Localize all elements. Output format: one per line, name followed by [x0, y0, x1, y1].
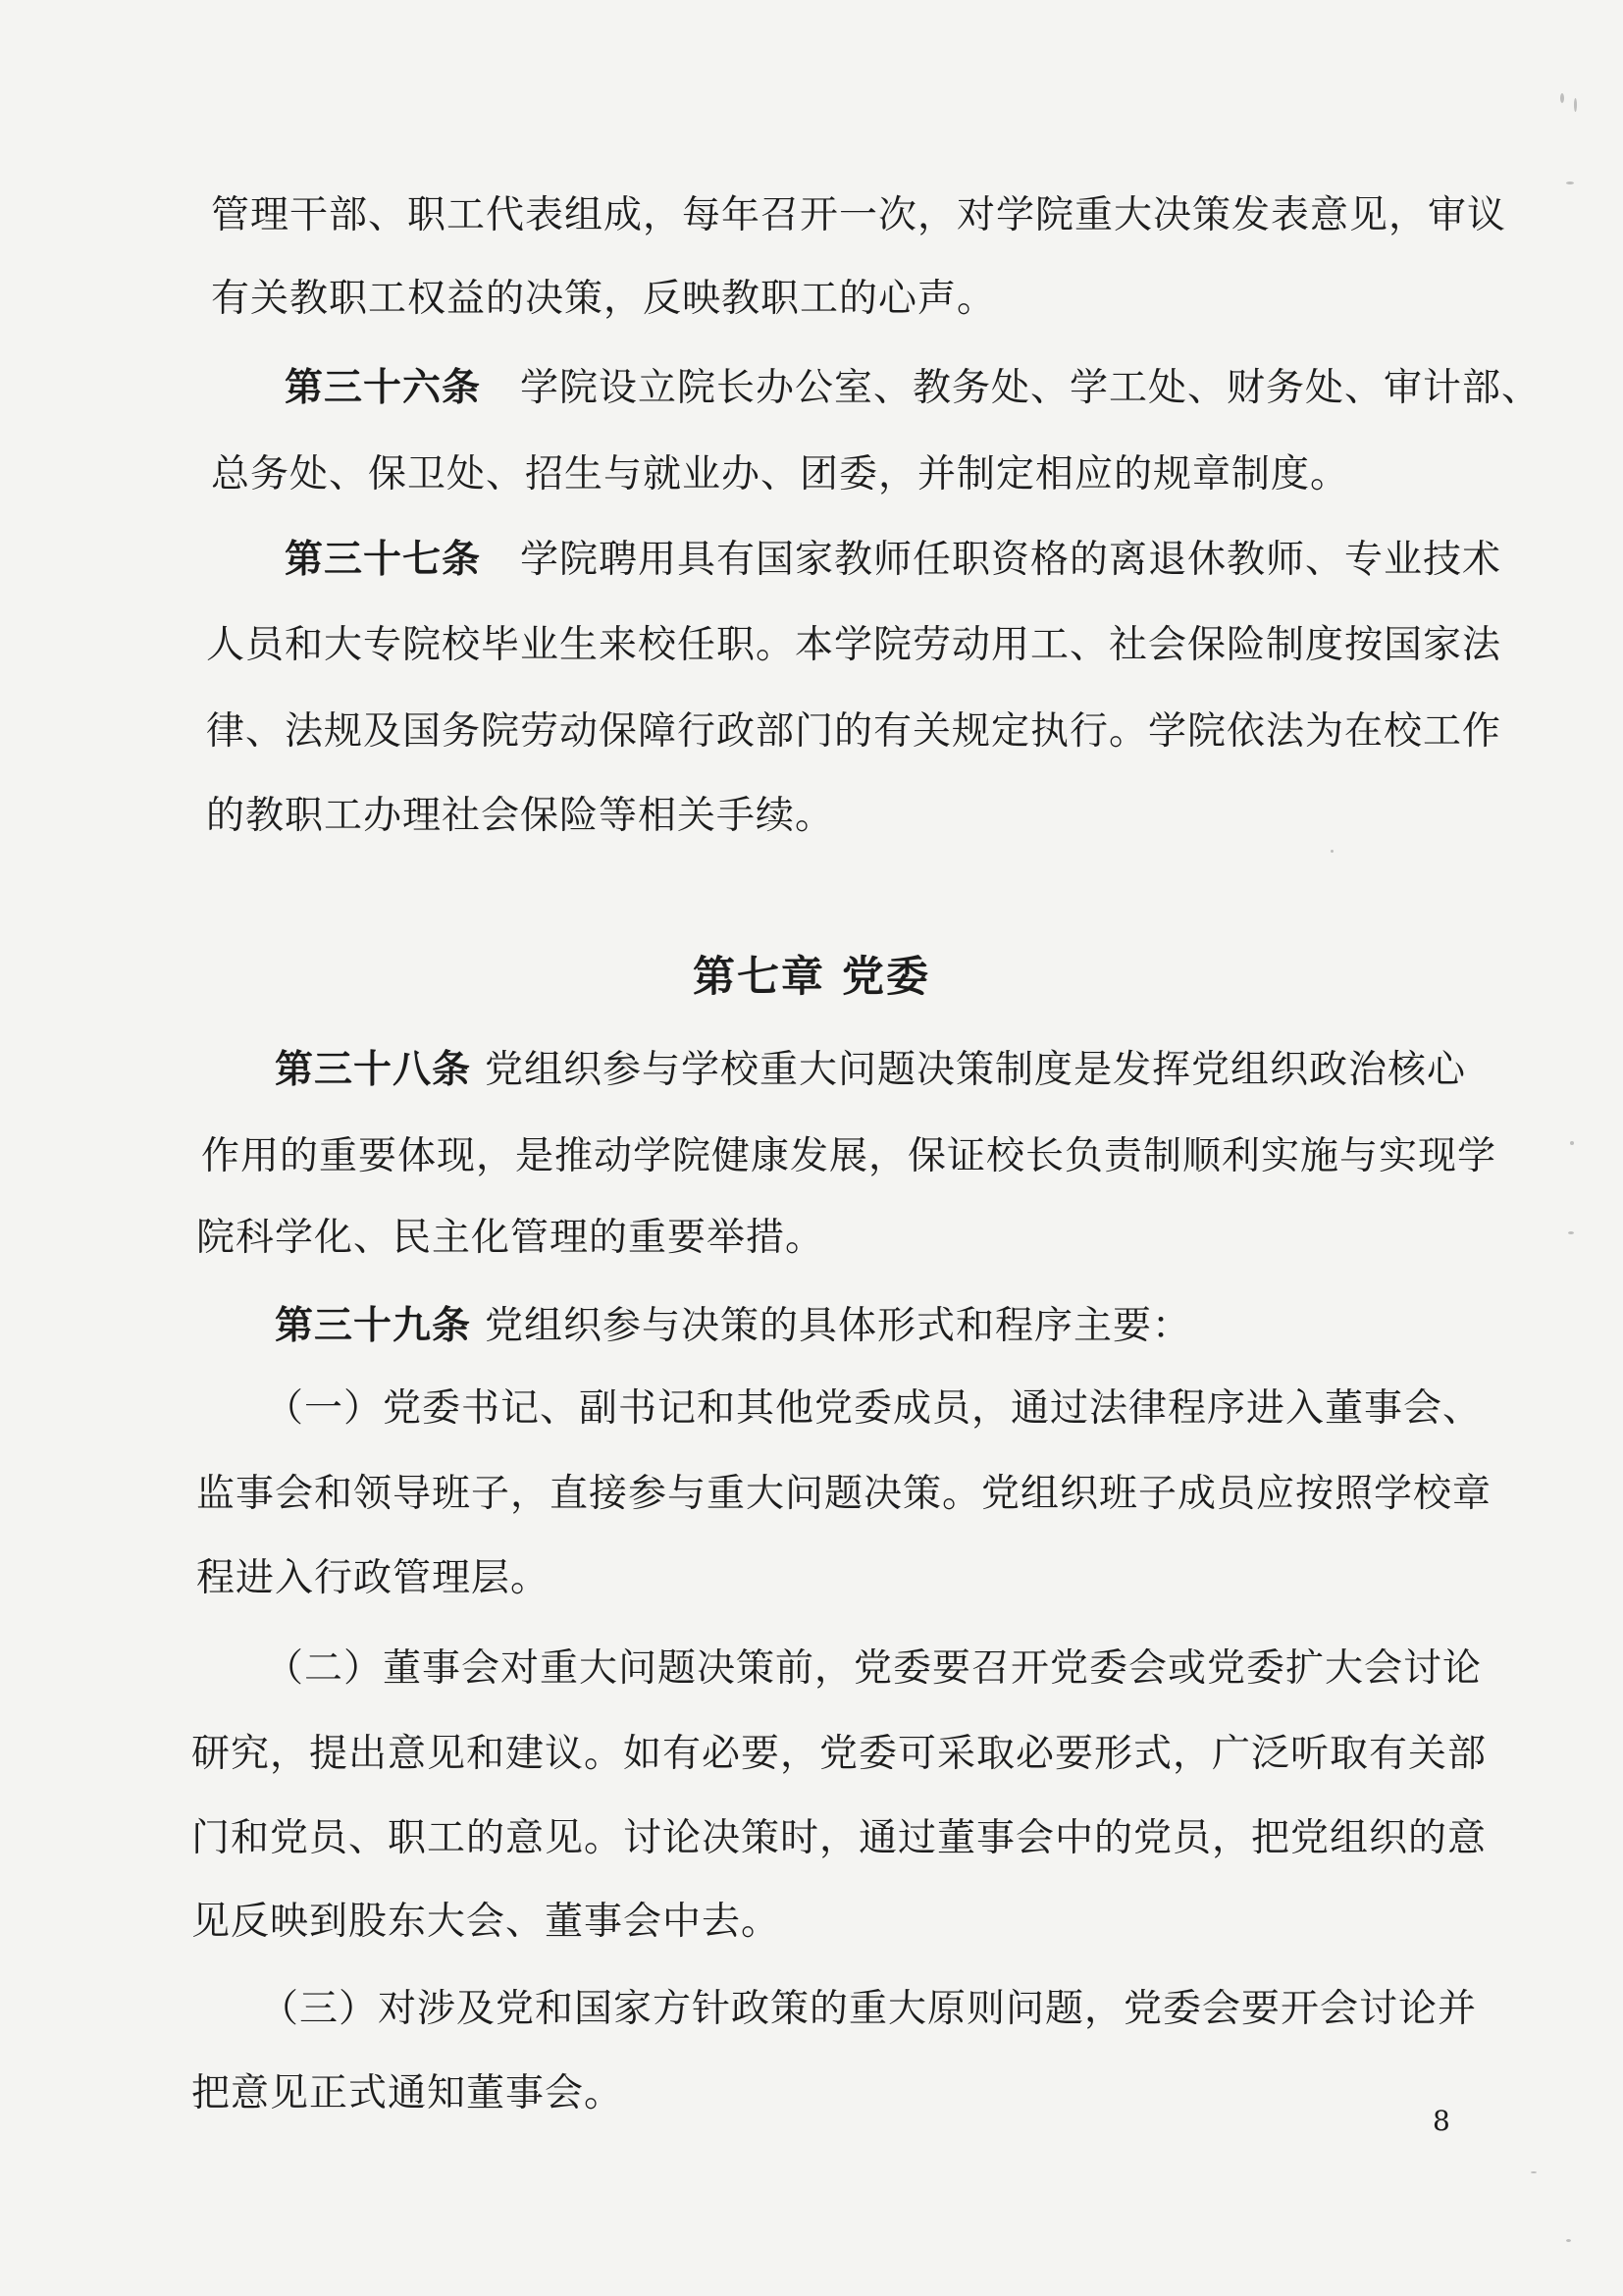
- paragraph-text: 学院聘用具有国家教师任职资格的离退休教师、专业技术: [520, 538, 1502, 582]
- paragraph-text: 监事会和领导班子，直接参与重大问题决策。党组织班子成员应按照学校章: [196, 1472, 1492, 1516]
- paragraph-text: 程进入行政管理层。: [196, 1556, 550, 1600]
- paragraph-text: 人员和大专院校毕业生来校任职。本学院劳动用工、社会保险制度按国家法: [206, 623, 1502, 667]
- paragraph-text: 管理干部、职工代表组成，每年召开一次，对学院重大决策发表意见，审议: [211, 193, 1507, 237]
- article-number: 第三十八条: [275, 1047, 472, 1092]
- paragraph-text: 党组织参与决策的具体形式和程序主要：: [485, 1304, 1192, 1348]
- scan-speck: [1568, 1231, 1574, 1234]
- paragraph-text: （一）党委书记、副书记和其他党委成员，通过法律程序进入董事会、: [265, 1386, 1483, 1431]
- text-line: [275, 1045, 1466, 1095]
- paragraph-text: （三）对涉及党和国家方针政策的重大原则问题，党委会要开会讨论并: [260, 1987, 1478, 2031]
- text-line: [201, 1131, 1496, 1181]
- scan-speck: [1531, 2171, 1537, 2173]
- text-line: [265, 1383, 1482, 1434]
- text-line: [211, 274, 996, 324]
- paragraph-text: 学院设立院长办公室、教务处、学工处、财务处、审计部、: [520, 366, 1542, 410]
- scan-speck: [1560, 93, 1564, 103]
- text-line: [191, 1813, 1487, 1863]
- text-line: [260, 1984, 1477, 2034]
- text-line: [196, 1213, 824, 1263]
- text-line: [191, 2068, 623, 2118]
- paragraph-text: 见反映到股东大会、董事会中去。: [191, 1900, 781, 1944]
- chapter-title: 第七章 党委: [693, 953, 930, 1002]
- text-line: [206, 620, 1501, 670]
- text-line: [196, 1469, 1492, 1519]
- text-line: [206, 791, 834, 841]
- scan-speck: [1570, 1141, 1574, 1145]
- paragraph-text: 把意见正式通知董事会。: [191, 2071, 624, 2115]
- paragraph-text: 门和党员、职工的意见。讨论决策时，通过董事会中的党员，把党组织的意: [191, 1816, 1488, 1860]
- page-number: 8: [1433, 2105, 1450, 2137]
- scan-speck: [1566, 2239, 1571, 2242]
- article-number: 第三十九条: [275, 1303, 472, 1348]
- text-line: [196, 1553, 550, 1603]
- paragraph-text: 研究，提出意见和建议。如有必要，党委可采取必要形式，广泛听取有关部: [191, 1732, 1488, 1776]
- text-line: [265, 1644, 1482, 1694]
- text-line: [285, 363, 1541, 413]
- scan-speck: [1331, 850, 1334, 853]
- paragraph-text: 有关教职工权益的决策，反映教职工的心声。: [211, 277, 997, 321]
- article-number: 第三十六条: [285, 365, 482, 410]
- article-number: 第三十七条: [285, 537, 482, 582]
- text-line: [275, 1301, 1191, 1351]
- paragraph-text: 总务处、保卫处、招生与就业办、团委，并制定相应的规章制度。: [211, 452, 1350, 496]
- text-line: [285, 535, 1501, 585]
- scan-speck: [1574, 98, 1577, 112]
- paragraph-text: 作用的重要体现，是推动学院健康发展，保证校长负责制顺利实施与实现学: [201, 1134, 1497, 1178]
- text-line: [211, 190, 1506, 240]
- paragraph-text: 律、法规及国务院劳动保障行政部门的有关规定执行。学院依法为在校工作: [206, 709, 1502, 754]
- text-line: [206, 706, 1501, 757]
- paragraph-text: 的教职工办理社会保险等相关手续。: [206, 794, 835, 838]
- paragraph-text: （二）董事会对重大问题决策前，党委要召开党委会或党委扩大会讨论: [265, 1646, 1483, 1691]
- text-line: [191, 1729, 1487, 1779]
- paragraph-text: 院科学化、民主化管理的重要举措。: [196, 1216, 825, 1260]
- paragraph-text: 党组织参与学校重大问题决策制度是发挥党组织政治核心: [485, 1048, 1467, 1092]
- text-line: [211, 449, 1349, 499]
- scan-speck: [1566, 182, 1574, 184]
- text-line: [191, 1897, 780, 1947]
